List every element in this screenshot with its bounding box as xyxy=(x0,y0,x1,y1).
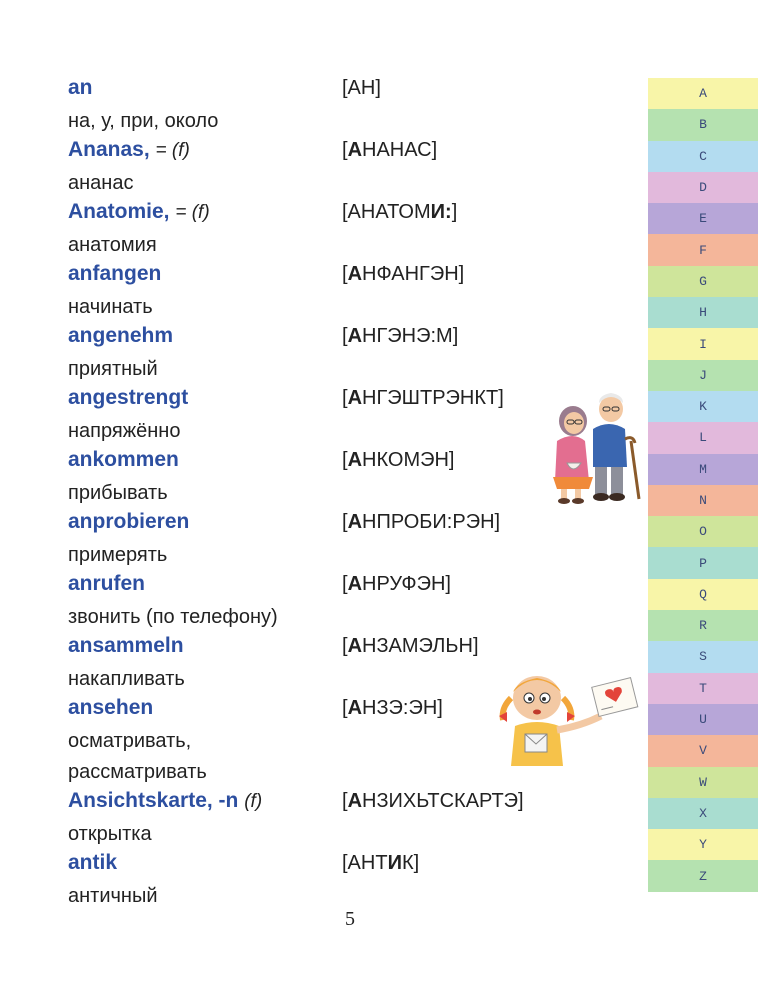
dictionary-entry xyxy=(68,789,628,851)
entry-headword xyxy=(68,696,153,720)
entry-pronunciation xyxy=(342,200,457,224)
entry-translation xyxy=(68,664,185,695)
translation-line: анатомия xyxy=(68,234,157,256)
headword-text: anrufen xyxy=(68,572,146,595)
alphabet-letter-p[interactable]: P xyxy=(648,547,758,578)
pronunciation-part: НГЭНЭ:М] xyxy=(362,325,459,347)
dictionary-entry xyxy=(68,510,628,572)
headword-text: Anatomie, xyxy=(68,200,170,223)
headword-text: antik xyxy=(68,851,118,874)
entry-translation xyxy=(68,106,218,137)
entry-pronunciation xyxy=(342,324,458,348)
alphabet-letter-c[interactable]: C xyxy=(648,141,758,172)
entry-translation xyxy=(68,292,153,323)
entry-headword xyxy=(68,789,262,814)
pronunciation-part: К] xyxy=(401,852,420,874)
entry-headword xyxy=(68,572,145,596)
pronunciation-part: [ xyxy=(342,139,348,161)
pronunciation-part: [ xyxy=(342,449,348,471)
alphabet-letter-t[interactable]: T xyxy=(648,673,758,704)
entry-pronunciation xyxy=(342,510,500,534)
alphabet-letter-a[interactable]: A xyxy=(648,78,758,109)
headword-text: anfangen xyxy=(68,262,162,285)
stressed-syllable: А xyxy=(347,697,363,719)
pronunciation-part: [ xyxy=(342,387,348,409)
stressed-syllable: А xyxy=(347,573,363,595)
translation-line: на, у, при, около xyxy=(68,110,219,132)
entry-translation xyxy=(68,416,180,447)
alphabet-letter-o[interactable]: O xyxy=(648,516,758,547)
entry-headword xyxy=(68,324,173,348)
headword-text: Ananas, xyxy=(68,138,150,161)
entry-translation xyxy=(68,230,157,261)
dictionary-entry xyxy=(68,324,628,386)
entry-headword xyxy=(68,448,179,472)
stressed-syllable: А xyxy=(347,449,363,471)
stressed-syllable: А xyxy=(347,511,363,533)
translation-line: накапливать xyxy=(68,668,185,690)
headword-text: anprobieren xyxy=(68,510,190,533)
dictionary-entry xyxy=(68,200,628,262)
entry-translation xyxy=(68,819,152,850)
entry-translation xyxy=(68,602,278,633)
pronunciation-part: [ xyxy=(342,635,348,657)
entry-pronunciation xyxy=(342,851,419,875)
stressed-syllable: А xyxy=(347,139,363,161)
alphabet-letter-q[interactable]: Q xyxy=(648,579,758,610)
alphabet-index xyxy=(648,78,758,892)
entry-headword xyxy=(68,76,93,100)
dictionary-entry xyxy=(68,76,628,138)
stressed-syllable: А xyxy=(347,635,363,657)
entry-pronunciation xyxy=(342,572,451,596)
translation-line: примерять xyxy=(68,544,168,566)
grammar-note: (f) xyxy=(244,791,263,812)
pronunciation-part: НПРОБИ:РЭН] xyxy=(362,511,501,533)
alphabet-letter-d[interactable]: D xyxy=(648,172,758,203)
elderly-couple-illustration xyxy=(543,385,643,505)
pronunciation-part: НЗЭ:ЭН] xyxy=(362,697,443,719)
alphabet-letter-i[interactable]: I xyxy=(648,328,758,359)
alphabet-letter-l[interactable]: L xyxy=(648,422,758,453)
entry-headword xyxy=(68,510,189,534)
translation-line: открытка xyxy=(68,823,152,845)
entry-headword xyxy=(68,200,210,225)
entry-headword xyxy=(68,386,188,410)
translation-line: ананас xyxy=(68,172,134,194)
grammar-note: = (f) xyxy=(155,140,190,161)
entry-headword xyxy=(68,634,184,658)
pronunciation-part: НЗАМЭЛЬН] xyxy=(362,635,479,657)
entry-pronunciation xyxy=(342,76,381,100)
translation-line: напряжённо xyxy=(68,420,181,442)
stressed-syllable: И xyxy=(387,852,402,874)
alphabet-letter-m[interactable]: M xyxy=(648,454,758,485)
alphabet-letter-f[interactable]: F xyxy=(648,234,758,265)
dictionary-entry xyxy=(68,262,628,324)
stressed-syllable: И: xyxy=(430,201,452,223)
dictionary-entry xyxy=(68,138,628,200)
pronunciation-part: НКОМЭН] xyxy=(362,449,455,471)
alphabet-letter-j[interactable]: J xyxy=(648,360,758,391)
dictionary-entry xyxy=(68,572,628,634)
pronunciation-part: НАНАС] xyxy=(362,139,438,161)
alphabet-letter-s[interactable]: S xyxy=(648,641,758,672)
headword-text: angestrengt xyxy=(68,386,189,409)
alphabet-letter-r[interactable]: R xyxy=(648,610,758,641)
pronunciation-part: [ xyxy=(342,697,348,719)
translation-line: приятный xyxy=(68,358,158,380)
entry-translation xyxy=(68,540,167,571)
headword-text: angenehm xyxy=(68,324,174,347)
entry-pronunciation xyxy=(342,634,479,658)
pronunciation-part: [АН] xyxy=(342,77,381,99)
page-number: 5 xyxy=(345,908,355,930)
entry-pronunciation xyxy=(342,789,524,813)
entry-headword xyxy=(68,262,161,286)
pronunciation-part: НЗИХЬТСКАРТЭ] xyxy=(362,790,524,812)
pronunciation-part: НГЭШТРЭНКТ] xyxy=(362,387,504,409)
stressed-syllable: А xyxy=(347,263,363,285)
pronunciation-part: ] xyxy=(451,201,458,223)
translation-line: античный xyxy=(68,885,158,907)
headword-text: Ansichtskarte, -n xyxy=(68,789,239,812)
stressed-syllable: А xyxy=(347,387,363,409)
pronunciation-part: [АНТ xyxy=(342,852,388,874)
entry-translation xyxy=(68,726,207,788)
alphabet-letter-z[interactable]: Z xyxy=(648,860,758,891)
entry-pronunciation xyxy=(342,262,464,286)
stressed-syllable: А xyxy=(347,325,363,347)
translation-line: начинать xyxy=(68,296,153,318)
entry-translation xyxy=(68,168,133,199)
alphabet-letter-k[interactable]: K xyxy=(648,391,758,422)
alphabet-letter-x[interactable]: X xyxy=(648,798,758,829)
alphabet-letter-v[interactable]: V xyxy=(648,735,758,766)
pronunciation-part: [ xyxy=(342,790,348,812)
translation-line: звонить (по телефону) xyxy=(68,606,278,628)
entry-pronunciation xyxy=(342,696,443,720)
alphabet-letter-y[interactable]: Y xyxy=(648,829,758,860)
entry-pronunciation xyxy=(342,138,437,162)
alphabet-letter-n[interactable]: N xyxy=(648,485,758,516)
alphabet-letter-w[interactable]: W xyxy=(648,767,758,798)
entry-headword xyxy=(68,851,117,875)
pronunciation-part: [ xyxy=(342,573,348,595)
pronunciation-part: НРУФЭН] xyxy=(362,573,451,595)
headword-text: ankommen xyxy=(68,448,179,471)
alphabet-letter-b[interactable]: B xyxy=(648,109,758,140)
entry-translation xyxy=(68,354,158,385)
alphabet-letter-h[interactable]: H xyxy=(648,297,758,328)
entry-pronunciation xyxy=(342,448,454,472)
headword-text: ansammeln xyxy=(68,634,184,657)
pronunciation-part: НФАНГЭН] xyxy=(362,263,465,285)
translation-line: осматривать, xyxy=(68,730,192,752)
alphabet-letter-e[interactable]: E xyxy=(648,203,758,234)
pronunciation-part: [ xyxy=(342,511,348,533)
pronunciation-part: [ xyxy=(342,325,348,347)
pronunciation-part: [АНАТОМ xyxy=(342,201,431,223)
pronunciation-part: [ xyxy=(342,263,348,285)
translation-line: рассматривать xyxy=(68,761,207,783)
entry-headword xyxy=(68,138,190,163)
headword-text: an xyxy=(68,76,93,99)
stressed-syllable: А xyxy=(347,790,363,812)
entry-pronunciation xyxy=(342,386,504,410)
girl-with-postcard-illustration xyxy=(497,668,639,768)
alphabet-letter-g[interactable]: G xyxy=(648,266,758,297)
alphabet-letter-u[interactable]: U xyxy=(648,704,758,735)
entry-translation xyxy=(68,478,168,509)
dictionary-entry xyxy=(68,851,628,913)
headword-text: ansehen xyxy=(68,696,154,719)
grammar-note: = (f) xyxy=(175,202,210,223)
translation-line: прибывать xyxy=(68,482,168,504)
